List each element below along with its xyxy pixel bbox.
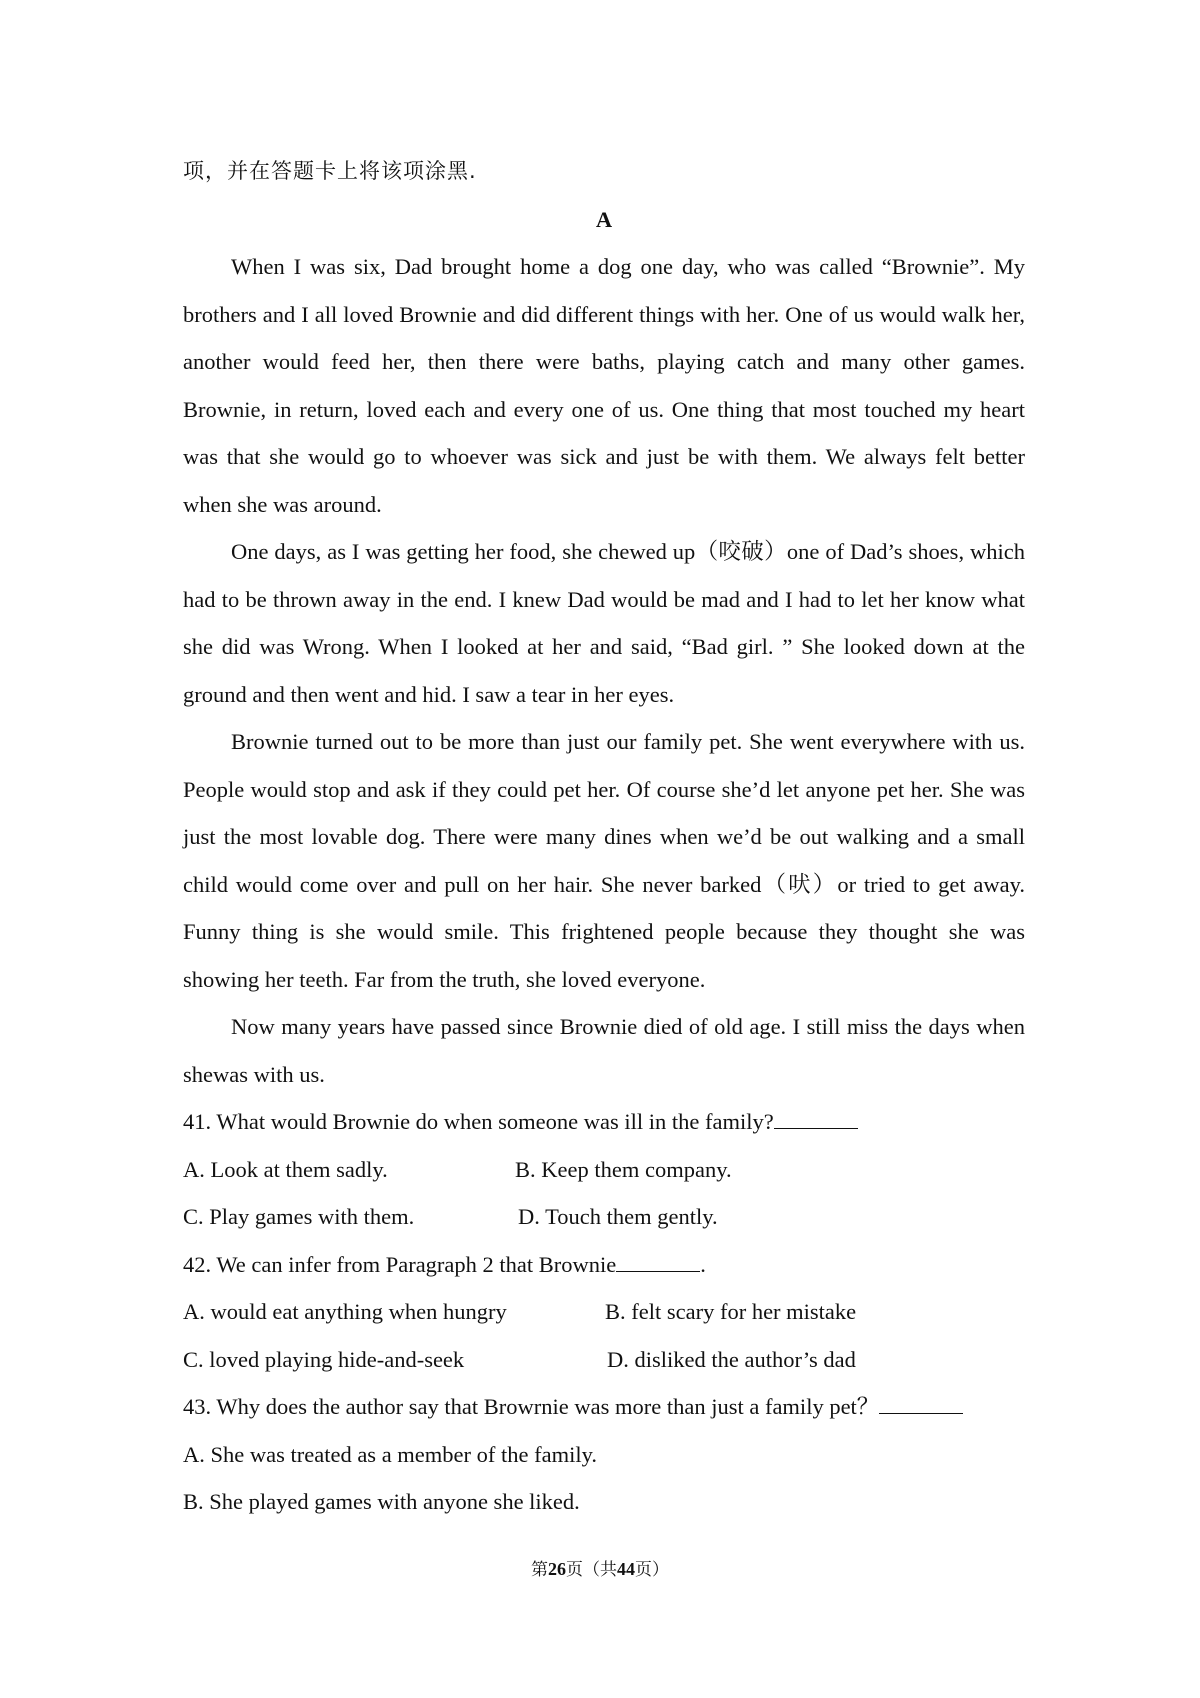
- option-d: D. Touch them gently.: [518, 1204, 718, 1229]
- answer-blank: [616, 1251, 700, 1272]
- page-footer: [0, 1555, 1200, 1580]
- paragraph-text: One days, as I was getting her food, she chewed up（咬破）one of Dad’s shoes, which had to be thrown away in the end. I knew Dad would be mad and I had to let her know what she did was Wrong. When I looked at her and said, “Bad girl. ” She looked down at the ground and then went and hid. I saw a tear in her eyes.: [183, 539, 1025, 707]
- section-title: A: [595, 206, 613, 232]
- option-a: A. She was treated as a member of the family.: [183, 1441, 598, 1467]
- question-41: [183, 1098, 1025, 1146]
- paragraph-text: When I was six, Dad brought home a dog one day, who was called “Brownie”. My brothers and I all loved Brownie and did different things with her. One of us would walk her, another would feed her, then there were baths, playing catch and many other games. Brownie, in return, loved each and every one of us. One thing that most touched my heart was that she would go to whoever was sick and just be with them. We always felt better when she was around.: [183, 254, 1025, 517]
- question-43: [183, 1383, 1025, 1431]
- option-c: C. loved playing hide-and-seek: [183, 1346, 465, 1372]
- question-stem: 43. Why does the author say that Browrnie was more than just a family pet？: [183, 1394, 880, 1419]
- answer-blank: [879, 1393, 963, 1414]
- option-a: A. would eat anything when hungry: [183, 1299, 507, 1324]
- passage-paragraph-3: [183, 718, 1025, 1003]
- passage-paragraph-2: [183, 528, 1025, 718]
- paragraph-text: Brownie turned out to be more than just our family pet. She went everywhere with us. People would stop and ask if they could pet her. Of course she’d let anyone pet her. She was just the most lovable dog. There were many dines when we’d be out walking and a small child would come over and pull on her hair. She never barked（吠）or tried to get away. Funny thing is she would smile. This frightened people because they thought she was showing her teeth. Far from the truth, she loved everyone.: [183, 729, 1025, 992]
- option-b: B. She played games with anyone she liked.: [183, 1489, 580, 1514]
- footer-prefix: 第: [531, 1560, 548, 1580]
- paragraph-text: Now many years have passed since Brownie died of old age. I still miss the days when shewas with us.: [183, 1014, 1025, 1087]
- instruction-fragment: 项，并在答题卡上将该项涂黑.: [183, 159, 477, 183]
- footer-middle: 页（共: [566, 1560, 617, 1580]
- question-stem-suffix: .: [700, 1251, 706, 1277]
- question-42-options-row-2: [183, 1336, 1025, 1384]
- option-b: B. felt scary for her mistake: [605, 1299, 857, 1324]
- option-b: B. Keep them company.: [515, 1156, 732, 1182]
- question-42: [183, 1241, 1025, 1289]
- option-c: C. Play games with them.: [183, 1204, 415, 1229]
- answer-blank: [774, 1108, 858, 1129]
- footer-page-number: 26: [548, 1559, 566, 1579]
- option-d: D. disliked the author’s dad: [607, 1346, 856, 1372]
- passage-paragraph-4: [183, 1003, 1025, 1098]
- question-stem: 41. What would Brownie do when someone was ill in the family?: [183, 1109, 774, 1134]
- option-a: A. Look at them sadly.: [183, 1156, 388, 1182]
- footer-suffix: 页）: [635, 1560, 669, 1580]
- passage-paragraph-1: [183, 243, 1025, 528]
- question-42-options-row-1: [183, 1288, 1025, 1336]
- question-stem: 42. We can infer from Paragraph 2 that Brownie: [183, 1251, 617, 1277]
- page-content: [183, 148, 1025, 1526]
- footer-total-pages: 44: [617, 1559, 635, 1579]
- question-41-options-row-2: [183, 1193, 1025, 1241]
- question-41-options-row-1: [183, 1146, 1025, 1194]
